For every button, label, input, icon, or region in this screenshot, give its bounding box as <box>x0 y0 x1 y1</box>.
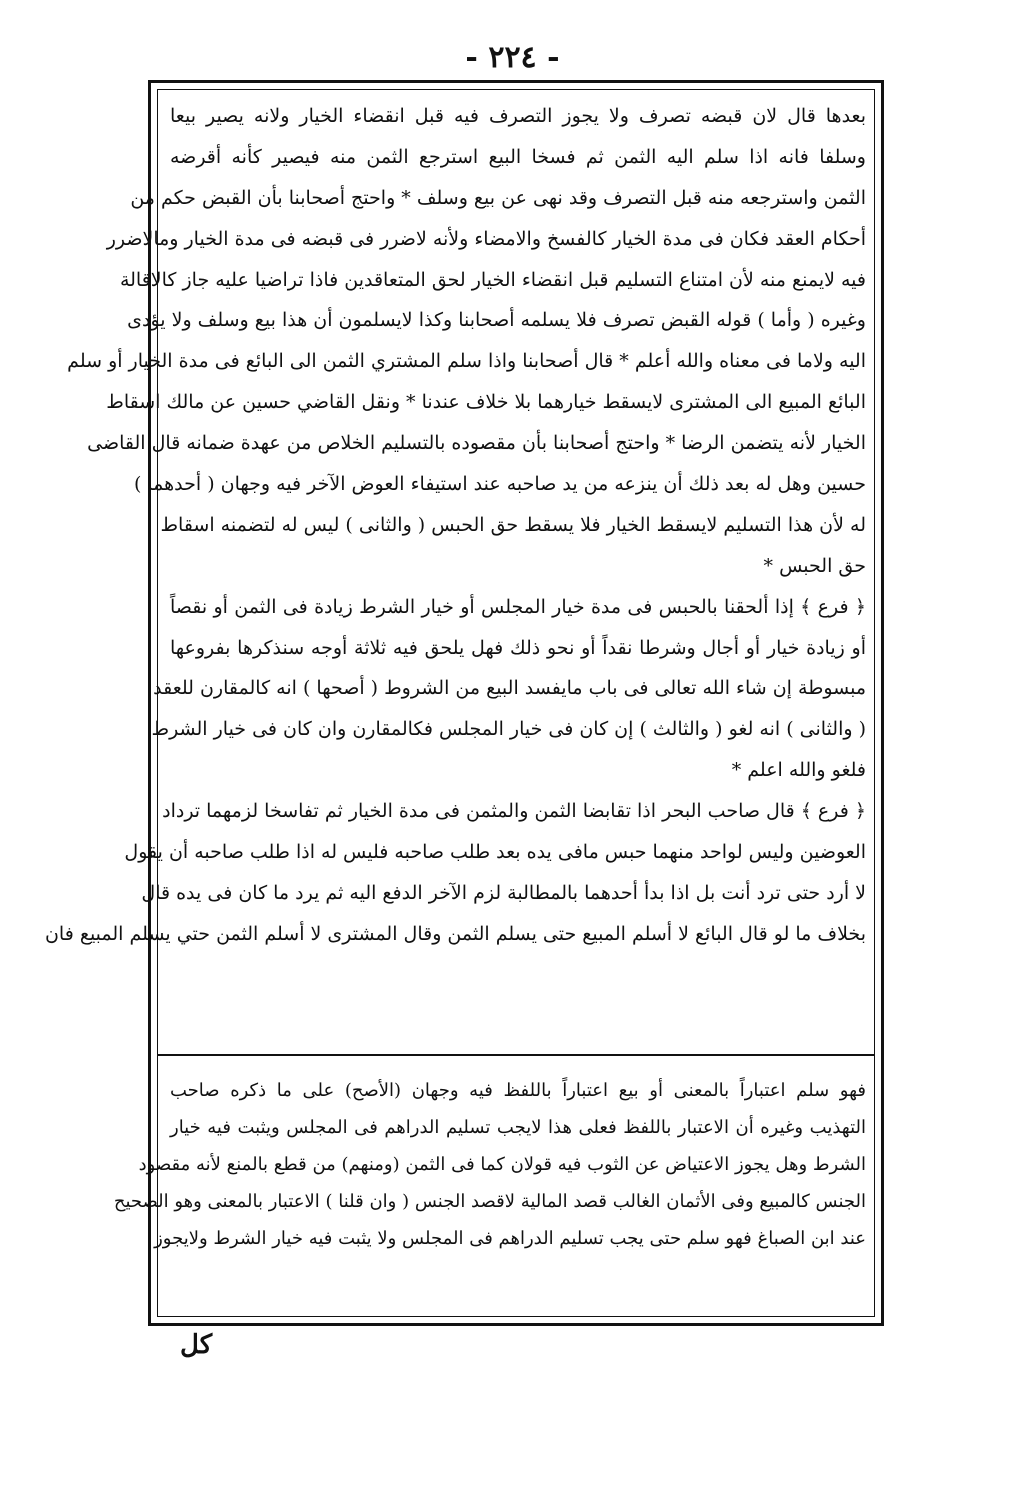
footnote-line: التهذيب وغيره أن الاعتبار باللفظ فعلى هذا لايجب تسليم الدراهم فى المجلس ويثبت فيه خيار <box>170 1117 866 1138</box>
text-line: بعدها قال لان قبضه تصرف ولا يجوز التصرف فيه قبل انقضاء الخيار ولانه يصير بيعا <box>170 105 866 127</box>
text-line: العوضين وليس لواحد منهما حبس مافى يده بعد طلب صاحبه فليس له اذا طلب صاحبه أن يقول <box>124 841 866 864</box>
catchword: كل <box>180 1330 213 1360</box>
text-line: حسين وهل له بعد ذلك أن ينزعه من يد صاحبه عند استيفاء العوض الآخر فيه وجهان ( أحدهما ) <box>133 473 866 496</box>
text-line: أحكام العقد فكان فى مدة الخيار كالفسخ والامضاء ولأنه لاضرر فى قبضه فى مدة الخيار ومالاضرر <box>106 227 866 250</box>
page-number: - ٢٢٤ - <box>465 40 560 75</box>
text-line: ﴿ فرع ﴾ قال صاحب البحر اذا تقابضا الثمن والمثمن فى مدة الخيار ثم تفاسخا لزمهما ترداد <box>162 800 866 823</box>
text-line: بخلاف ما لو قال البائع لا أسلم المبيع حتى يسلم الثمن وقال المشترى لا أسلم الثمن حتي يسلم المبيع فان <box>44 922 866 945</box>
text-line: ( والثانى ) انه لغو ( والثالث ) إن كان فى خيار المجلس فكالمقارن وان كان فى خيار الشرط <box>151 718 866 741</box>
text-line: الخيار لأنه يتضمن الرضا * واحتج أصحابنا بأن مقصوده بالتسليم الخلاص من عهدة ضمانه قال القاضى <box>87 432 866 455</box>
text-line: الثمن واسترجعه منه قبل التصرف وقد نهى عن بيع وسلف * واحتج أصحابنا بأن القبض حكم من <box>130 186 866 209</box>
text-line: وغيره ( وأما ) قوله القبض تصرف فلا يسلمه أصحابنا وكذا لايسلمون أن هذا بيع وسلف ولا يؤدى <box>127 309 866 332</box>
footnote-divider <box>158 1054 874 1056</box>
footnote-text-block <box>113 1072 866 1257</box>
text-line: اليه ولاما فى معناه والله أعلم * قال أصحابنا واذا سلم المشتري الثمن الى البائع فى مدة الخيار أو سلم <box>67 350 866 373</box>
footnote-line: الجنس كالمبيع وفى الأثمان الغالب قصد المالية لاقصد الجنس ( وان قلنا ) الاعتبار بالمعنى وهو الصحيح <box>113 1191 866 1212</box>
text-line: له لأن هذا التسليم لايسقط الخيار فلا يسقط حق الحبس ( والثانى ) ليس له لتضمنه اسقاط <box>160 513 866 536</box>
text-line: فيه لايمنع منه لأن امتناع التسليم قبل انقضاء الخيار لحق المتعاقدين فاذا تراضيا عليه جاز كالاقالة <box>119 268 866 291</box>
text-line: فلغو والله اعلم * <box>731 759 866 782</box>
text-line: لا أرد حتى ترد أنت بل اذا بدأ أحدهما بالمطالبة لزم الآخر الدفع اليه ثم يرد ما كان فى يده قال <box>141 881 866 904</box>
text-line: وسلفا فانه اذا سلم اليه الثمن ثم فسخا البيع استرجع الثمن منه فيصير كأنه أقرضه <box>170 145 866 168</box>
footnote-line: الشرط وهل يجوز الاعتياض عن الثوب فيه قولان كما فى الثمن (ومنهم) من قطع بالمنع لأنه مقصود <box>138 1154 866 1175</box>
text-line: ﴿ فرع ﴾ إذا ألحقنا بالحبس فى مدة خيار المجلس أو خيار الشرط زيادة فى الثمن أو نقصاً <box>170 595 866 618</box>
text-line: حق الحبس * <box>763 554 866 577</box>
main-text-block <box>44 96 866 955</box>
footnote-line: عند ابن الصباغ فهو سلم حتى يجب تسليم الدراهم فى المجلس ولا يثبت فيه خيار الشرط ولايجوز <box>154 1228 866 1249</box>
text-line: البائع المبيع الى المشترى لايسقط خيارهما بلا خلاف عندنا * ونقل القاضي حسين عن مالك اسقاط <box>106 391 866 414</box>
text-line: مبسوطة إن شاء الله تعالى فى باب مايفسد البيع من الشروط ( أصحها ) انه كالمقارن للعقد <box>153 677 866 700</box>
text-line: أو زيادة خيار أو أجال وشرطا نقداً أو نحو ذلك فهل يلحق فيه ثلاثة أوجه سنذكرها بفروعها <box>170 636 866 659</box>
footnote-line: فهو سلم اعتباراً بالمعنى أو بيع اعتباراً باللفظ فيه وجهان (الأصح) على ما ذكره صاحب <box>170 1080 866 1101</box>
